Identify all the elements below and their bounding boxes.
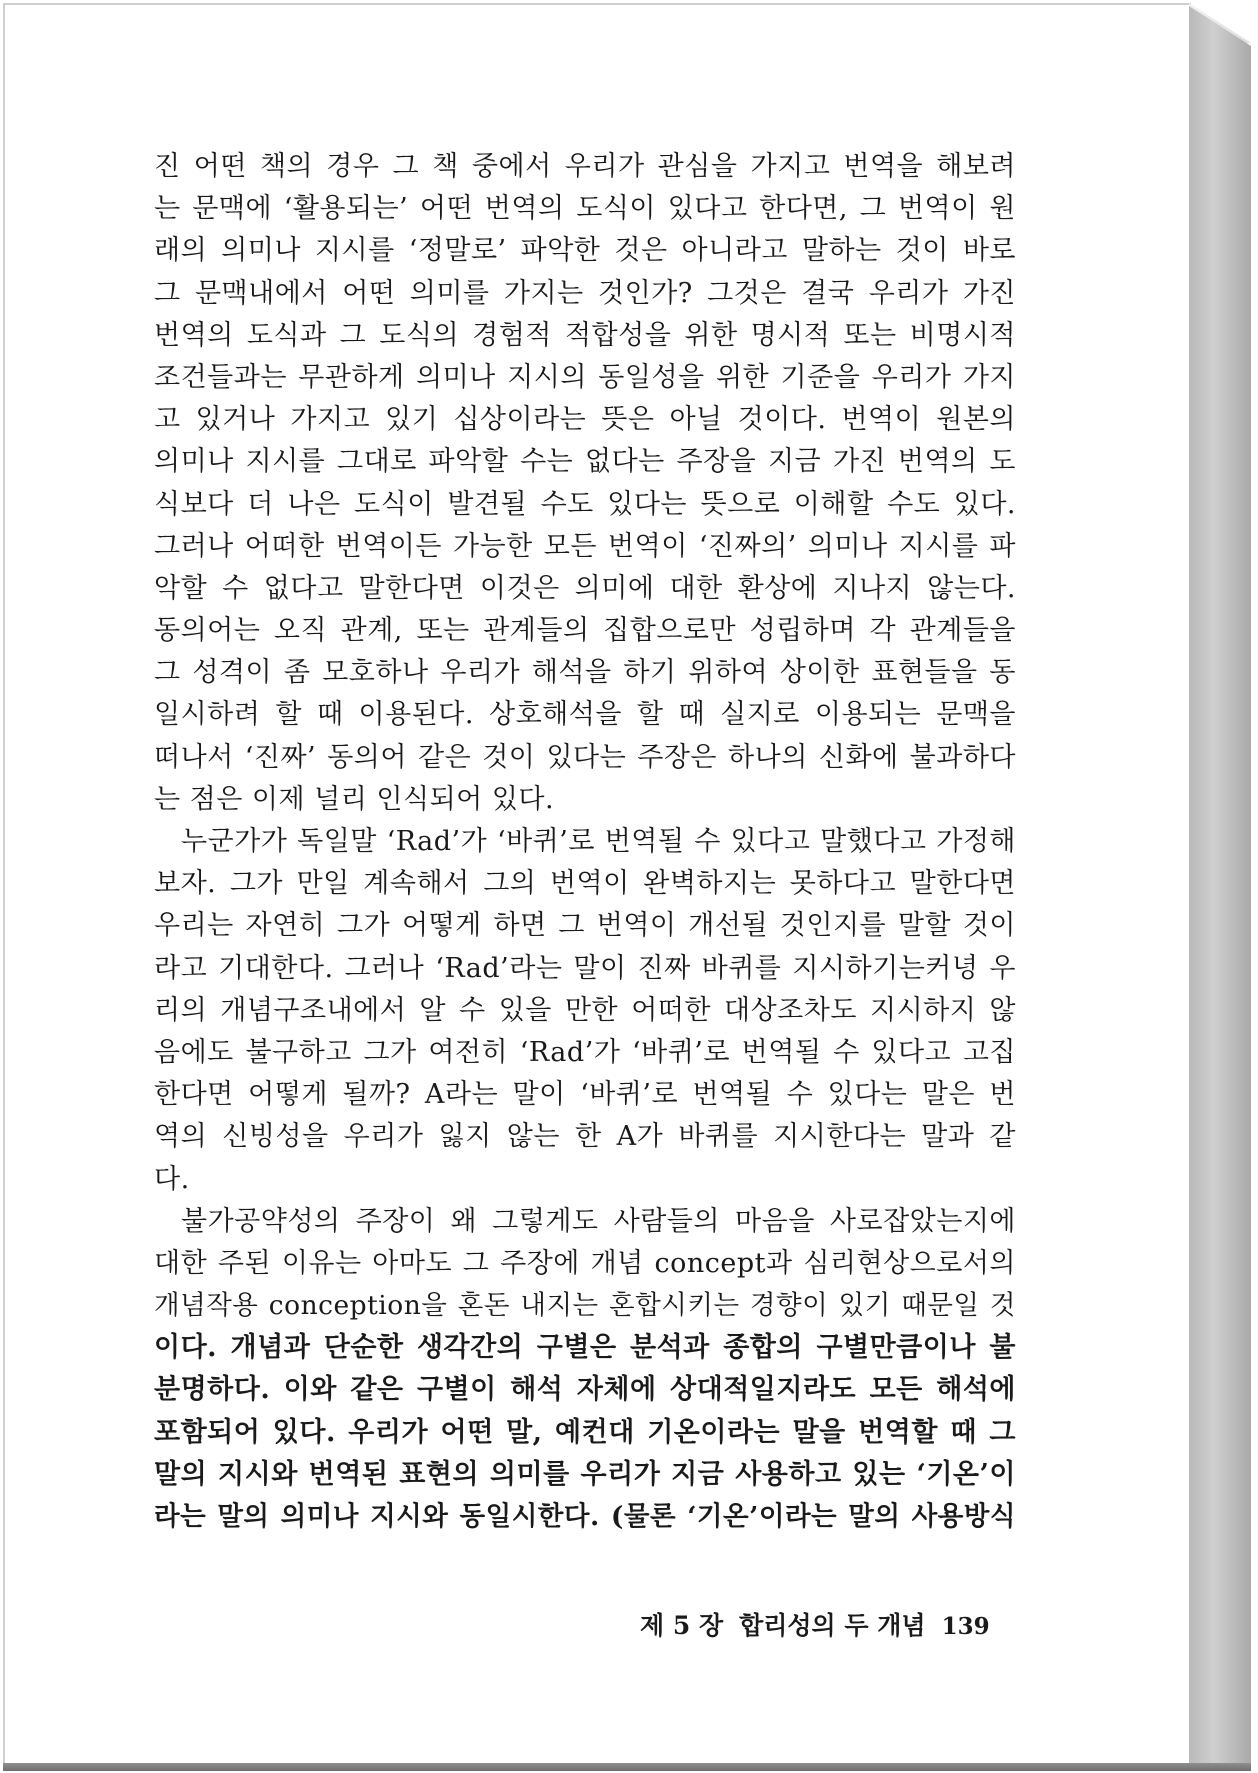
text-line: 의미나 지시를 그대로 파악할 수는 없다는 주장을 지금 가진 번역의 도 (154, 446, 1016, 478)
chapter-label: 제 5 장 (640, 1611, 724, 1640)
page-number: 139 (941, 1613, 990, 1640)
text-line: 불가공약성의 주장이 왜 그렇게도 사람들의 마음을 사로잡았는지에 (181, 1205, 1016, 1237)
text-line: 동의어는 오직 관계, 또는 관계들의 집합으로만 성립하며 각 관계들을 (154, 615, 1016, 647)
text-line: 한다면 어떻게 될까? A라는 말이 ‘바퀴’로 번역될 수 있다는 말은 번 (154, 1079, 1016, 1111)
chapter-title: 합리성의 두 개념 (739, 1611, 926, 1640)
text-line: 다. (154, 1163, 190, 1195)
text-line: 진 어떤 책의 경우 그 책 중에서 우리가 관심을 가지고 번역을 해보려 (154, 151, 1016, 182)
running-footer (640, 1606, 1040, 1646)
text-line: 포함되어 있다. 우리가 어떤 말, 예컨대 기온이라는 말을 번역할 때 그 (154, 1416, 1016, 1448)
page-edge-right (1189, 6, 1251, 1766)
text-line: 식보다 더 나은 도식이 발견될 수도 있다는 뜻으로 이해할 수도 있다. (154, 488, 1016, 520)
text-line: 고 있거나 가지고 있기 십상이라는 뜻은 아닐 것이다. 번역이 원본의 (154, 404, 1016, 436)
text-line: 악할 수 없다고 말한다면 이것은 의미에 대한 환상에 지나지 않는다. (154, 572, 1016, 604)
page-edge-bottom (3, 1763, 1251, 1771)
body-text (154, 146, 1016, 1538)
text-line: 리의 개념구조내에서 알 수 있을 만한 어떠한 대상조차도 지시하지 않 (154, 994, 1016, 1026)
text-line: 번역의 도식과 그 도식의 경험적 적합성을 위한 명시적 또는 비명시적 (154, 319, 1016, 351)
text-line: 는 문맥에 ‘활용되는’ 어떤 번역의 도식이 있다고 한다면, 그 번역이 원 (154, 193, 1016, 225)
text-line: 개념작용 conception을 혼돈 내지는 혼합시키는 경향이 있기 때문일 것 (154, 1290, 1016, 1322)
text-line: 라고 기대한다. 그러나 ‘Rad’라는 말이 진짜 바퀴를 지시하기는커녕 우 (154, 952, 1016, 984)
text-line: 말의 지시와 번역된 표현의 의미를 우리가 지금 사용하고 있는 ‘기온’이 (154, 1458, 1016, 1490)
text-line: 라는 말의 의미나 지시와 동일시한다. (물론 ‘기온’이라는 말의 사용방식 (154, 1501, 1016, 1532)
text-line: 떠나서 ‘진짜’ 동의어 같은 것이 있다는 주장은 하나의 신화에 불과하다 (154, 741, 1016, 773)
text-line: 그러나 어떠한 번역이든 가능한 모든 번역이 ‘진짜의’ 의미나 지시를 파 (154, 530, 1016, 562)
text-line: 이다. 개념과 단순한 생각간의 구별은 분석과 종합의 구별만큼이나 불 (154, 1332, 1016, 1364)
text-line: 음에도 불구하고 그가 여전히 ‘Rad’가 ‘바퀴’로 번역될 수 있다고 고집 (154, 1036, 1016, 1068)
text-line: 그 성격이 좀 모호하나 우리가 해석을 하기 위하여 상이한 표현들을 동 (154, 657, 1016, 689)
text-line: 대한 주된 이유는 아마도 그 주장에 개념 concept과 심리현상으로서의 (154, 1247, 1016, 1279)
text-line: 그 문맥내에서 어떤 의미를 가지는 것인가? 그것은 결국 우리가 가진 (154, 277, 1016, 309)
text-line: 역의 신빙성을 우리가 잃지 않는 한 A가 바퀴를 지시한다는 말과 같 (154, 1121, 1016, 1153)
text-line: 일시하려 할 때 이용된다. 상호해석을 할 때 실지로 이용되는 문맥을 (154, 699, 1016, 731)
text-line: 는 점은 이제 널리 인식되어 있다. (154, 783, 555, 815)
text-line: 보자. 그가 만일 계속해서 그의 번역이 완벽하지는 못하다고 말한다면 (154, 868, 1016, 900)
text-line: 래의 의미나 지시를 ‘정말로’ 파악한 것은 아니라고 말하는 것이 바로 (154, 235, 1016, 267)
text-line: 누군가가 독일말 ‘Rad’가 ‘바퀴’로 번역될 수 있다고 말했다고 가정해 (181, 826, 1016, 857)
text-line: 분명하다. 이와 같은 구별이 해석 자체에 상대적일지라도 모든 해석에 (154, 1374, 1016, 1406)
text-line: 조건들과는 무관하게 의미나 지시의 동일성을 위한 기준을 우리가 가지 (154, 361, 1016, 393)
text-line: 우리는 자연히 그가 어떻게 하면 그 번역이 개선될 것인지를 말할 것이 (154, 910, 1016, 942)
